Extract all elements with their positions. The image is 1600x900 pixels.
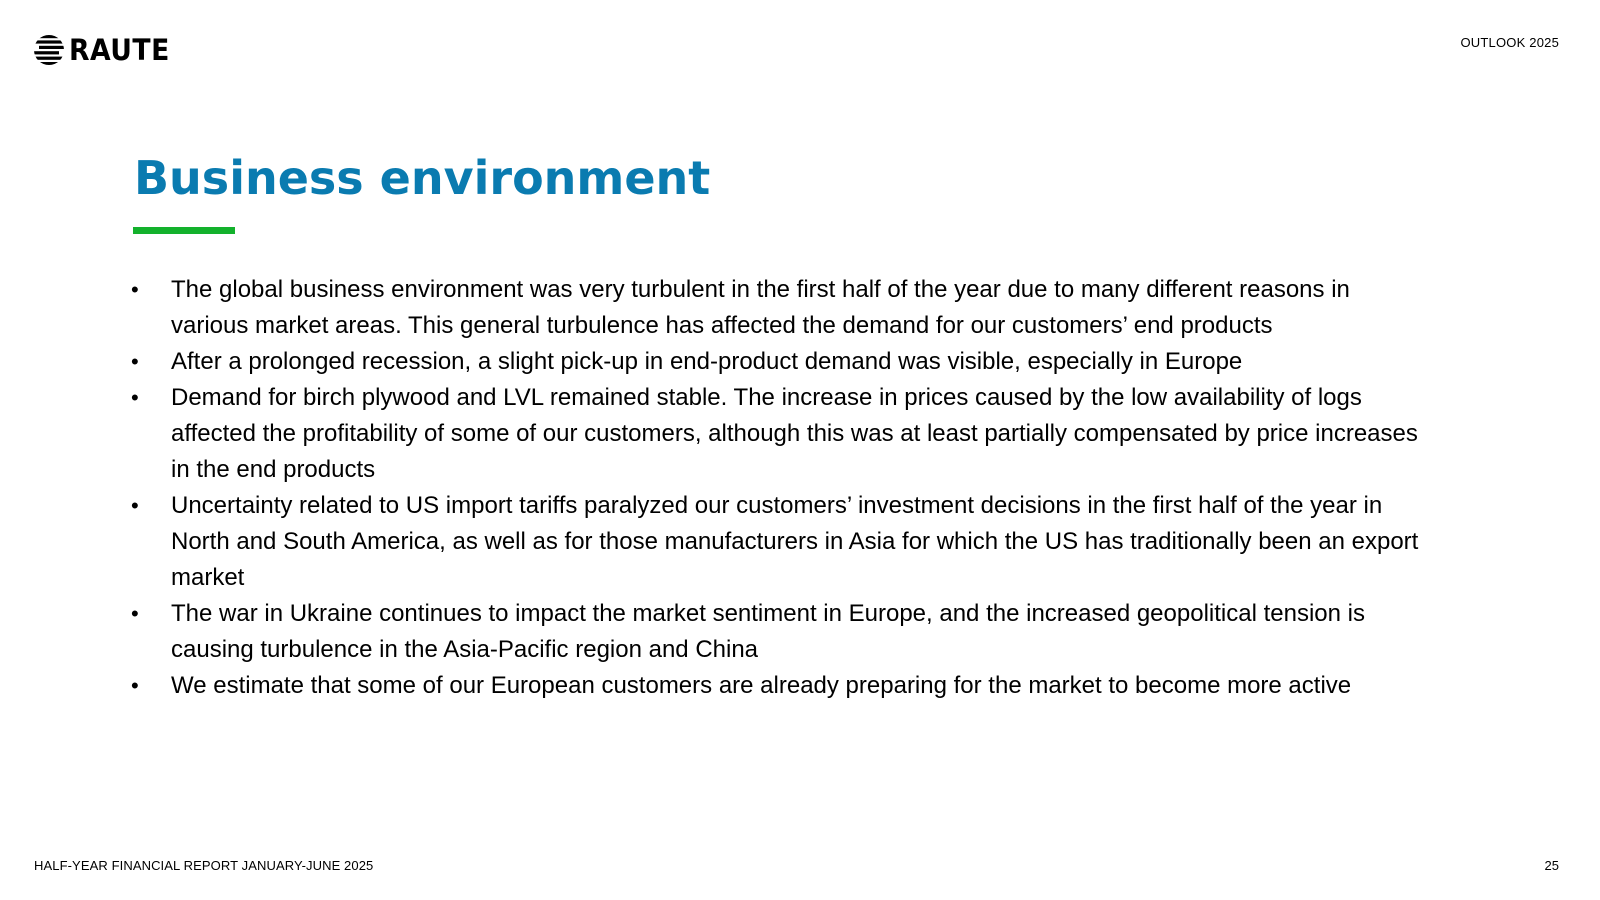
raute-logo bbox=[33, 33, 179, 67]
raute-striped-globe-icon bbox=[33, 34, 65, 66]
bullet-item bbox=[131, 380, 1431, 488]
bullet-icon: • bbox=[131, 493, 139, 518]
bullet-item bbox=[131, 272, 1431, 344]
page-title: Business environment bbox=[134, 151, 711, 205]
bullet-icon: • bbox=[131, 349, 139, 374]
bullet-list bbox=[131, 272, 1431, 704]
bullet-icon: • bbox=[131, 601, 139, 626]
bullet-item bbox=[131, 344, 1431, 380]
bullet-icon: • bbox=[131, 673, 139, 698]
bullet-item bbox=[131, 668, 1431, 704]
bullet-text: Demand for birch plywood and LVL remained stable. The increase in prices caused by the low availability of logs affected the profitability of some of our customers, although this was at least partially compensated by price increases in the end products bbox=[171, 384, 1418, 483]
bullet-text: Uncertainty related to US import tariffs paralyzed our customers’ investment decisions in the first half of the year in North and South America, as well as for those manufacturers in Asia for which the US has traditionally been an export market bbox=[171, 492, 1419, 591]
title-underline bbox=[133, 227, 235, 234]
page-number: 25 bbox=[1544, 858, 1559, 873]
bullet-icon: • bbox=[131, 385, 139, 410]
section-label: OUTLOOK 2025 bbox=[1460, 35, 1559, 50]
bullet-item bbox=[131, 488, 1431, 596]
bullet-icon: • bbox=[131, 277, 139, 302]
bullet-text: The war in Ukraine continues to impact the market sentiment in Europe, and the increased geopolitical tension is causing turbulence in the Asia-Pacific region and China bbox=[171, 600, 1365, 663]
footer-report-title: HALF-YEAR FINANCIAL REPORT JANUARY-JUNE 2025 bbox=[34, 858, 374, 873]
bullet-text: The global business environment was very turbulent in the first half of the year due to many different reasons in various market areas. This general turbulence has affected the demand for our customers’ end products bbox=[171, 276, 1350, 339]
bullet-text: After a prolonged recession, a slight pick-up in end-product demand was visible, especially in Europe bbox=[171, 348, 1243, 375]
bullet-item bbox=[131, 596, 1431, 668]
logo-wordmark: RAUTE bbox=[69, 33, 170, 67]
bullet-text: We estimate that some of our European customers are already preparing for the market to become more active bbox=[171, 672, 1352, 699]
